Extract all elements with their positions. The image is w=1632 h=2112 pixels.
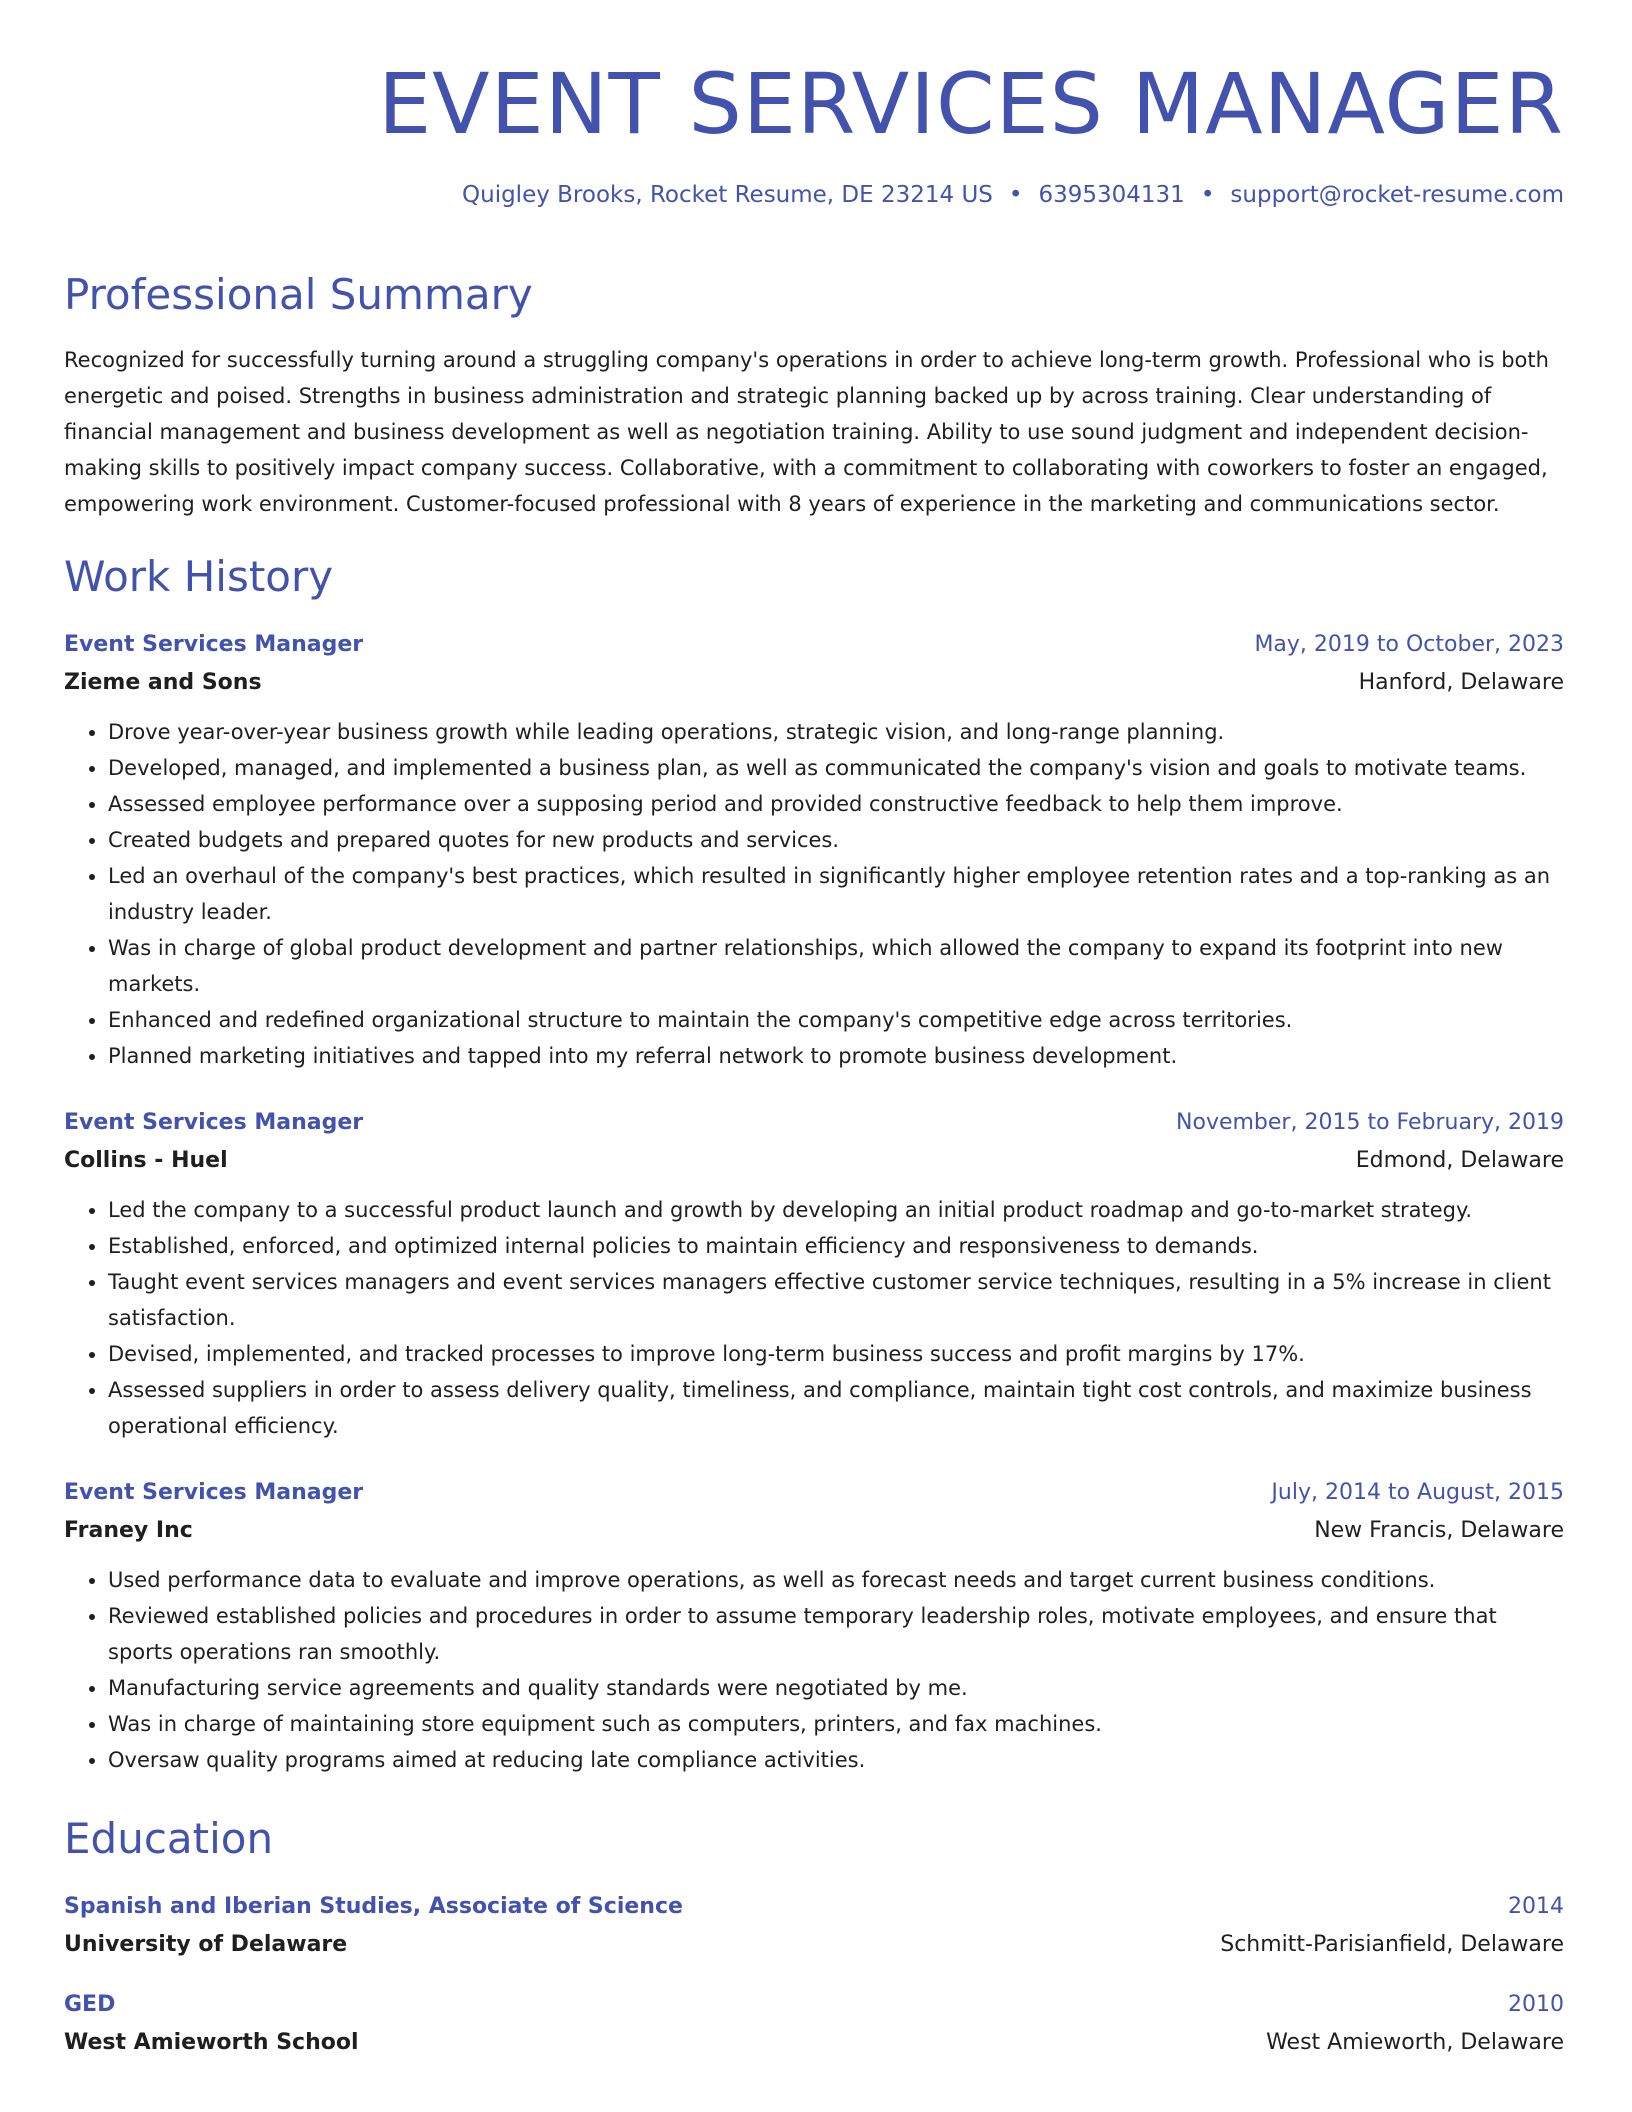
- contact-address: Quigley Brooks, Rocket Resume, DE 23214 US: [462, 182, 993, 208]
- job-bullet: • Was in charge of global product development and partner relationships, which allowed the company to expand its footprint into new markets.: [108, 930, 1564, 1002]
- job-location: New Francis, Delaware: [1314, 1517, 1564, 1543]
- education-year: 2010: [1508, 1991, 1564, 2017]
- job-header-row: [64, 1104, 1564, 1142]
- job-bullet: • Devised, implemented, and tracked processes to improve long-term business success and profit margins by 17%.: [108, 1336, 1564, 1372]
- job-role: Event Services Manager: [64, 631, 364, 657]
- contact-email: support@rocket-resume.com: [1230, 182, 1564, 208]
- contact-line: [64, 182, 1564, 210]
- job-company: Zieme and Sons: [64, 669, 262, 695]
- job-bullet: • Assessed suppliers in order to assess delivery quality, timeliness, and compliance, maintain tight cost controls, and maximize business operational efficiency.: [108, 1372, 1564, 1444]
- summary-text: Recognized for successfully turning around a struggling company's operations in order to achieve long-term growth. Professional who is both energetic and poised. Strengths in business administration and strategic planning backed up by across training. Clear understanding of financial management and business development as well as negotiation training. Ability to use sound judgment and independent decision-making skills to positively impact company success. Collaborative, with a commitment to collaborating with coworkers to foster an engaged, empowering work environment. Customer-focused professional with 8 years of experience in the marketing and communications sector.: [64, 347, 1549, 516]
- job-bullet: • Used performance data to evaluate and improve operations, as well as forecast needs and target current business conditions.: [108, 1562, 1564, 1598]
- education-degree: Spanish and Iberian Studies, Associate of Science: [64, 1893, 683, 1919]
- job-bullet: • Established, enforced, and optimized internal policies to maintain efficiency and responsiveness to demands.: [108, 1228, 1564, 1264]
- education-header-row: [64, 1888, 1564, 1926]
- job-bullets: [64, 1562, 1564, 1778]
- education-header-row: [64, 1986, 1564, 2024]
- job-entry: [64, 1104, 1564, 1444]
- contact-separator: •: [1200, 182, 1215, 208]
- summary-heading: Professional Summary: [64, 269, 533, 319]
- education-school: West Amieworth School: [64, 2029, 359, 2055]
- education-degree: GED: [64, 1991, 116, 2017]
- job-location: Hanford, Delaware: [1358, 669, 1564, 695]
- job-bullet: • Manufacturing service agreements and quality standards were negotiated by me.: [108, 1670, 1564, 1706]
- resume-title: EVENT SERVICES MANAGER: [378, 55, 1564, 153]
- education-heading: Education: [64, 1813, 274, 1863]
- education-location: Schmitt-Parisianfield, Delaware: [1220, 1931, 1564, 1957]
- job-entry: [64, 1474, 1564, 1778]
- job-bullet: • Oversaw quality programs aimed at reducing late compliance activities.: [108, 1742, 1564, 1778]
- education-school-row: [64, 2024, 1564, 2062]
- job-bullet: • Drove year-over-year business growth while leading operations, strategic vision, and long-range planning.: [108, 714, 1564, 750]
- job-bullet: • Was in charge of maintaining store equipment such as computers, printers, and fax machines.: [108, 1706, 1564, 1742]
- job-bullet: • Planned marketing initiatives and tapped into my referral network to promote business development.: [108, 1038, 1564, 1074]
- education-school: University of Delaware: [64, 1931, 348, 1957]
- job-header-row: [64, 1474, 1564, 1512]
- job-bullet: • Led the company to a successful product launch and growth by developing an initial product roadmap and go-to-market strategy.: [108, 1192, 1564, 1228]
- job-bullet: • Taught event services managers and event services managers effective customer service techniques, resulting in a 5% increase in client satisfaction.: [108, 1264, 1564, 1336]
- contact-separator: •: [1008, 182, 1023, 208]
- contact-phone: 6395304131: [1038, 182, 1185, 208]
- job-company-row: [64, 1142, 1564, 1180]
- education-entry: [64, 1888, 1564, 1964]
- education-school-row: [64, 1926, 1564, 1964]
- education-entry: [64, 1986, 1564, 2062]
- job-header-row: [64, 626, 1564, 664]
- job-role: Event Services Manager: [64, 1109, 364, 1135]
- job-bullet: • Reviewed established policies and procedures in order to assume temporary leadership roles, motivate employees, and ensure that sports operations ran smoothly.: [108, 1598, 1564, 1670]
- education-location: West Amieworth, Delaware: [1266, 2029, 1564, 2055]
- work-history-heading: Work History: [64, 551, 334, 601]
- job-entry: [64, 626, 1564, 1074]
- resume-page: [64, 0, 1564, 2062]
- job-role: Event Services Manager: [64, 1479, 364, 1505]
- job-dates: July, 2014 to August, 2015: [1271, 1479, 1564, 1505]
- job-dates: November, 2015 to February, 2019: [1176, 1109, 1564, 1135]
- education-year: 2014: [1508, 1893, 1564, 1919]
- job-company-row: [64, 1512, 1564, 1550]
- job-bullet: • Led an overhaul of the company's best practices, which resulted in significantly higher employee retention rates and a top-ranking as an industry leader.: [108, 858, 1564, 930]
- job-bullet: • Created budgets and prepared quotes for new products and services.: [108, 822, 1564, 858]
- job-bullet: • Developed, managed, and implemented a business plan, as well as communicated the company's vision and goals to motivate teams.: [108, 750, 1564, 786]
- job-dates: May, 2019 to October, 2023: [1254, 631, 1564, 657]
- job-bullets: [64, 1192, 1564, 1444]
- job-location: Edmond, Delaware: [1355, 1147, 1564, 1173]
- job-company-row: [64, 664, 1564, 702]
- job-bullets: [64, 714, 1564, 1074]
- job-company: Franey Inc: [64, 1517, 193, 1543]
- job-bullet: • Enhanced and redefined organizational structure to maintain the company's competitive edge across territories.: [108, 1002, 1564, 1038]
- job-bullet: • Assessed employee performance over a supposing period and provided constructive feedback to help them improve.: [108, 786, 1564, 822]
- job-company: Collins - Huel: [64, 1147, 228, 1173]
